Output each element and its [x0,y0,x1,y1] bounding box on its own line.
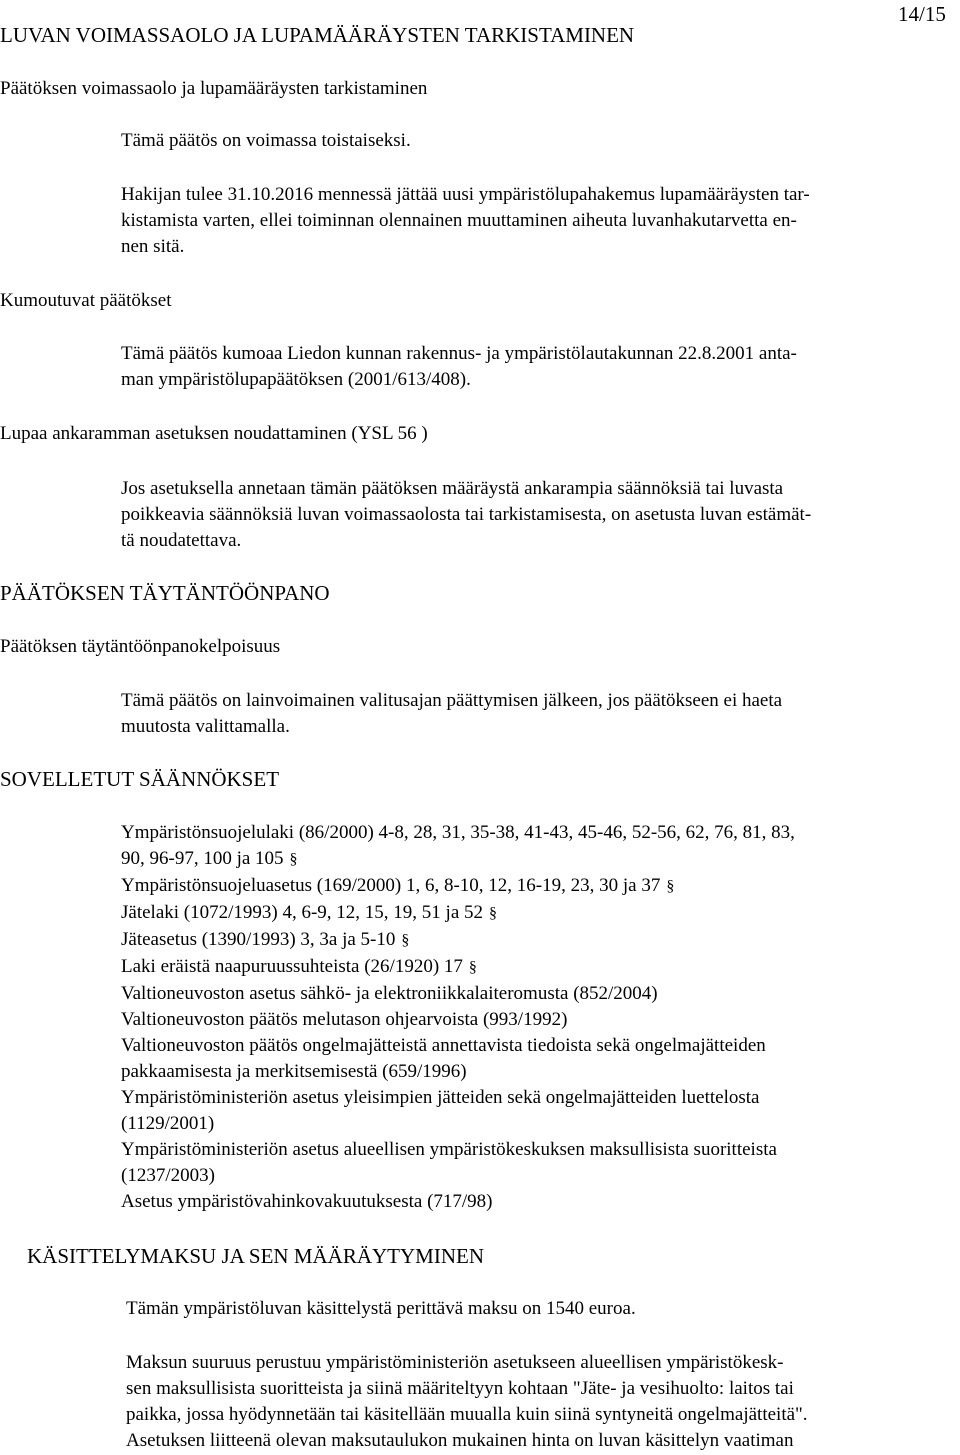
list-item: pakkaamisesta ja merkitsemisestä (659/1996) [121,1061,467,1082]
list-item: Ympäristönsuojelulaki (86/2000) 4-8, 28, 31, 35-38, 41-43, 45-46, 52-56, 62, 76, 81, 83, [121,822,795,843]
text-line: paikka, jossa hyödynnetään tai käsitellään muualla kuin siinä syntyneitä ongelmajätteitä". [126,1404,808,1425]
list-item: Ympäristöministeriön asetus yleisimpien jätteiden sekä ongelmajätteiden luettelosta [121,1087,760,1108]
section-heading-sovelletut: SOVELLETUT SÄÄNNÖKSET [0,767,280,791]
section-heading-taytantoonpano: PÄÄTÖKSEN TÄYTÄNTÖÖNPANO [0,581,330,605]
text-line: tä noudatettava. [121,530,242,551]
text-line: Jos asetuksella annetaan tämän päätöksen määräystä ankarampia säännöksiä tai luvasta [121,478,784,499]
text-line: Hakijan tulee 31.10.2016 mennessä jättää uusi ympäristölupahakemus lupamääräysten tar- [121,184,810,205]
text-line: poikkeavia säännöksiä luvan voimassaolosta tai tarkistamisesta, on asetusta luvan estämät- [121,504,812,525]
list-item: Valtioneuvoston päätös ongelmajätteistä annettavista tiedoista sekä ongelmajätteiden [121,1035,766,1056]
subheading-kumoutuvat: Kumoutuvat päätökset [0,290,172,311]
list-item: Asetus ympäristövahinkovakuutuksesta (717/98) [121,1191,493,1212]
page-number: 14/15 [898,2,946,26]
list-item: Valtioneuvoston päätös melutason ohjearvoista (993/1992) [121,1009,568,1030]
paragraph-asetuksella [121,476,811,554]
section-sign-icon: § [289,851,298,868]
list-item: Valtioneuvoston asetus sähkö- ja elektroniikkalaiteromusta (852/2004) [121,983,658,1004]
list-item-text: Jäteasetus (1390/1993) 3, 3a ja 5-10 [121,929,396,950]
text-line: Tämä päätös on voimassa toistaiseksi. [121,130,411,151]
text-line: Tämä päätös on lainvoimainen valitusajan päättymisen jälkeen, jos päätökseen ei haeta [121,690,783,711]
paragraph-maksu [126,1296,636,1322]
list-item: (1129/2001) [121,1113,215,1134]
text-line: Tämän ympäristöluvan käsittelystä perittävä maksu on 1540 euroa. [126,1298,636,1319]
paragraph-lainvoimainen [121,688,782,740]
section-sign-icon: § [401,932,410,949]
list-sovelletut-saannokset [121,820,795,1215]
section-sign-icon: § [489,905,498,922]
subheading-lupaa-ankaramman: Lupaa ankaramman asetuksen noudattaminen (YSL 56 ) [0,423,428,444]
paragraph-voimassa [121,128,411,154]
section-sign-icon: § [666,878,675,895]
list-item: Ympäristöministeriön asetus alueellisen ympäristökeskuksen maksullisista suoritteista [121,1139,777,1160]
section-heading-luvan-voimassaolo: LUVAN VOIMASSAOLO JA LUPAMÄÄRÄYSTEN TARKISTAMINEN [0,23,635,47]
text-line: man ympäristölupapäätöksen (2001/613/408). [121,369,471,390]
list-item: (1237/2003) [121,1165,215,1186]
section-sign-icon: § [468,959,477,976]
paragraph-kumoaa [121,341,797,393]
text-line: nen sitä. [121,236,185,257]
list-item [121,954,795,981]
text-line: sen maksullisista suoritteista ja siinä määriteltyyn kohtaan "Jäte- ja vesihuolto: laitos tai [126,1378,794,1399]
text-line: kistamista varten, ellei toiminnan olennainen muuttaminen aiheuta luvanhakutarvetta en- [121,210,797,231]
list-item-text: Ympäristönsuojeluasetus (169/2000) 1, 6, 8-10, 12, 16-19, 23, 30 ja 37 [121,875,661,896]
list-item [121,846,795,873]
section-heading-kasittelymaksu: KÄSITTELYMAKSU JA SEN MÄÄRÄYTYMINEN [27,1244,484,1268]
subheading-taytantoonpanokelpoisuus: Päätöksen täytäntöönpanokelpoisuus [0,636,281,657]
text-line: Asetuksen liitteenä olevan maksutaulukon mukainen hinta on luvan käsittelyn vaatiman [126,1430,794,1451]
paragraph-maksun-suuruus [126,1350,808,1454]
list-item-text: Jätelaki (1072/1993) 4, 6-9, 12, 15, 19, 51 ja 52 [121,902,484,923]
text-line: Maksun suuruus perustuu ympäristöministeriön asetukseen alueellisen ympäristökesk- [126,1352,784,1373]
list-item [121,927,795,954]
list-item-text: Laki eräistä naapuruussuhteista (26/1920) 17 [121,956,463,977]
text-line: Tämä päätös kumoaa Liedon kunnan rakennus- ja ympäristölautakunnan 22.8.2001 anta- [121,343,797,364]
list-item [121,900,795,927]
paragraph-hakijan [121,182,810,260]
text-line: muutosta valittamalla. [121,716,290,737]
list-item-text: 90, 96-97, 100 ja 105 [121,848,284,869]
subheading-voimassaolo: Päätöksen voimassaolo ja lupamääräysten tarkistaminen [0,78,428,99]
list-item [121,873,795,900]
